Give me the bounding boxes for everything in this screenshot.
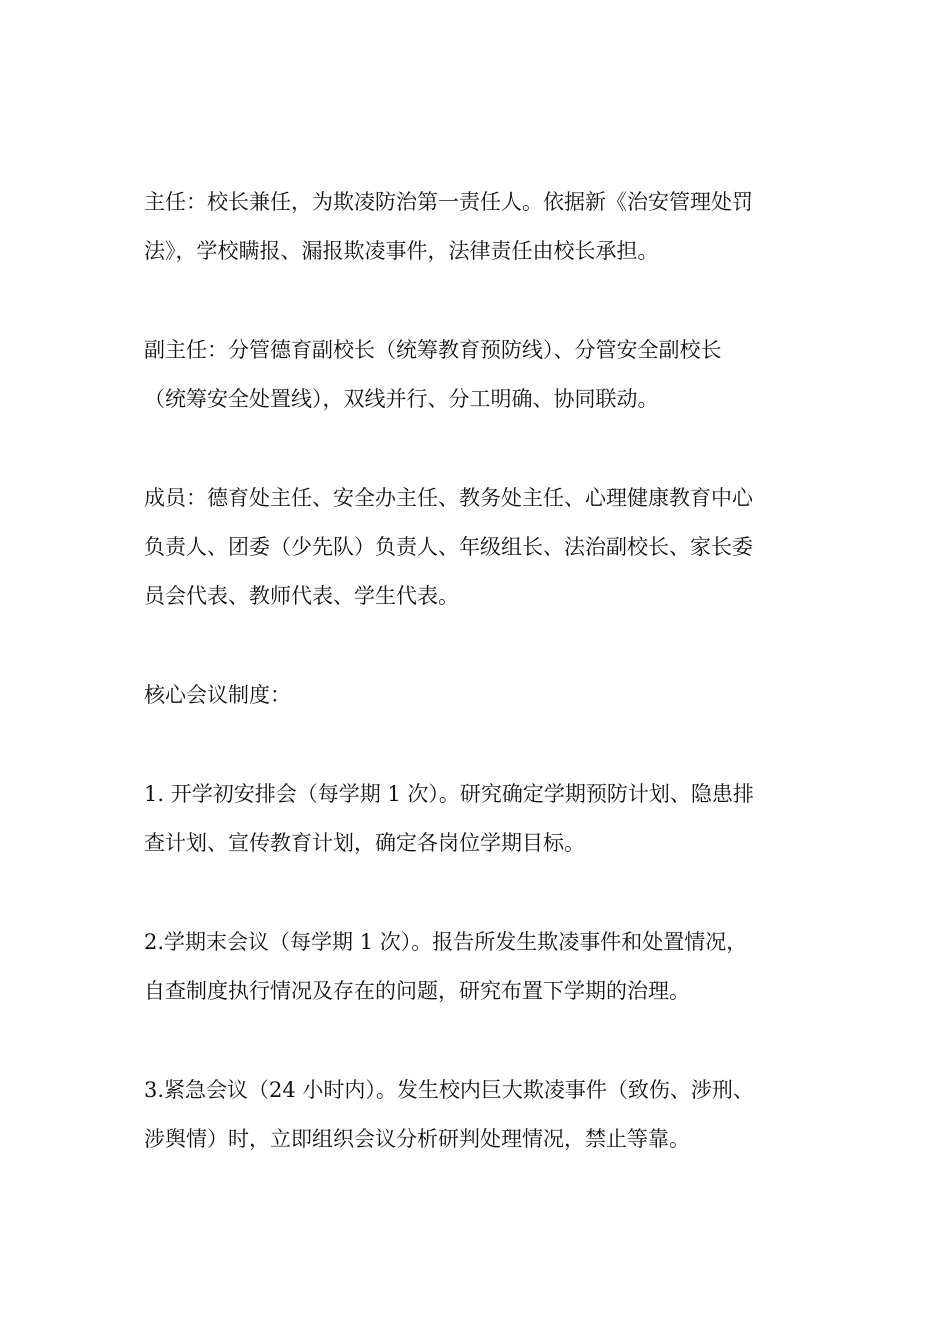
text-line: 3.紧急会议（24 小时内）。发生校内巨大欺凌事件（致伤、涉刑、 [144,1078,754,1102]
text-line: 2.学期末会议（每学期 1 次）。报告所发生欺凌事件和处置情况， [144,930,748,954]
section-heading: 核心会议制度： [144,683,291,707]
paragraph-members [144,474,814,621]
text-line: 负责人、团委（少先队）负责人、年级组长、法治副校长、家长委 [144,535,753,559]
paragraph-meeting-3 [144,1066,814,1164]
text-line: 1. 开学初安排会（每学期 1 次）。研究确定学期预防计划、隐患排 [144,782,754,806]
text-line: 主任：校长兼任，为欺凌防治第一责任人。依据新《治安管理处罚 [144,190,753,214]
document-body [144,178,814,1214]
text-line: 副主任：分管德育副校长（统筹教育预防线）、分管安全副校长 [144,338,722,362]
paragraph-deputy-director [144,326,814,424]
paragraph-meeting-system-heading [144,671,814,720]
paragraph-meeting-2 [144,918,814,1016]
paragraph-meeting-1 [144,770,814,868]
text-line: 自查制度执行情况及存在的问题，研究布置下学期的治理。 [144,979,690,1003]
text-line: 成员：德育处主任、安全办主任、教务处主任、心理健康教育中心 [144,486,753,510]
text-line: （统筹安全处置线），双线并行、分工明确、协同联动。 [144,387,659,411]
text-line: 涉舆情）时，立即组织会议分析研判处理情况，禁止等靠。 [144,1127,690,1151]
text-line: 查计划、宣传教育计划，确定各岗位学期目标。 [144,831,585,855]
paragraph-director [144,178,814,276]
text-line: 员会代表、教师代表、学生代表。 [144,584,459,608]
text-line: 法》，学校瞒报、漏报欺凌事件，法律责任由校长承担。 [144,239,659,263]
